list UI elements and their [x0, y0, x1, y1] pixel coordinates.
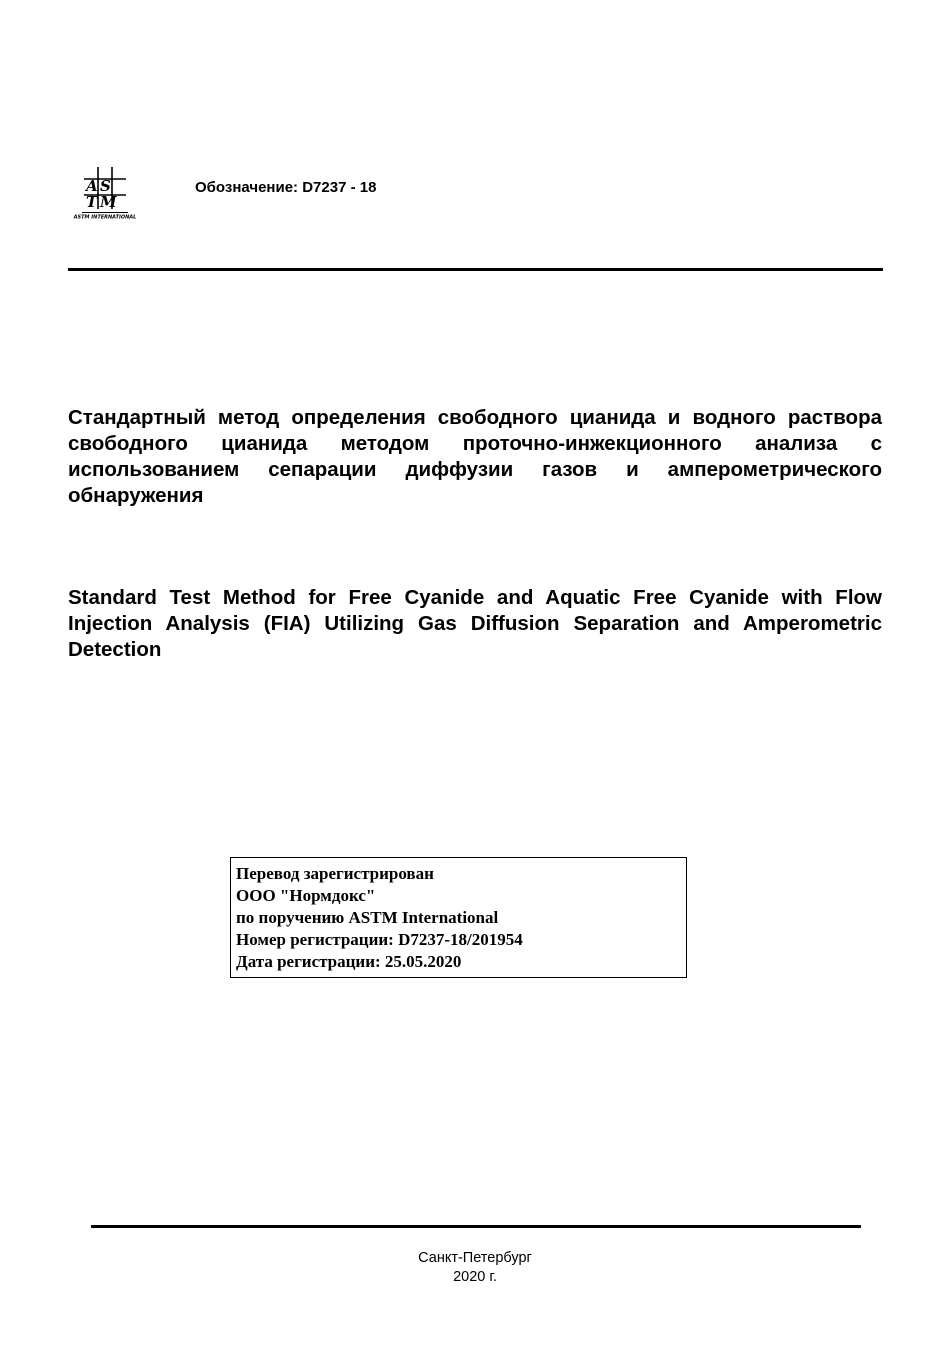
astm-logo-icon: [73, 165, 137, 221]
top-divider: [68, 268, 883, 271]
title-english: Standard Test Method for Free Cyanide and Aquatic Free Cyanide with Flow Injection Analysis (FIA) Utilizing Gas Diffusion Separation and Amperometric Detection: [68, 586, 882, 661]
title-russian: Стандартный метод определения свободного цианида и водного раствора свободного цианида методом проточно-инжекционного анализа с использованием сепарации диффузии газов и амперометрического обнаружения: [68, 406, 882, 507]
registration-date: Дата регистрации: 25.05.2020: [236, 952, 462, 971]
svg-text:M: M: [100, 193, 117, 211]
registration-number: Номер регистрации: D7237-18/201954: [236, 930, 523, 949]
svg-text:A: A: [86, 177, 98, 195]
footer-city: Санкт-Петербург: [418, 1250, 532, 1266]
logo-text: ASTM INTERNATIONAL: [73, 214, 137, 221]
registration-box: [230, 857, 687, 978]
registration-line-3: по поручению ASTM International: [236, 908, 499, 927]
document-designation: Обозначение: D7237 - 18: [195, 179, 377, 196]
registration-line-1: Перевод зарегистрирован: [236, 864, 434, 883]
svg-text:S: S: [100, 177, 111, 195]
svg-text:T: T: [86, 193, 98, 211]
bottom-divider: [91, 1225, 861, 1228]
footer-year: 2020 г.: [453, 1269, 497, 1285]
registration-line-2: ООО "Нормдокс": [236, 886, 376, 905]
